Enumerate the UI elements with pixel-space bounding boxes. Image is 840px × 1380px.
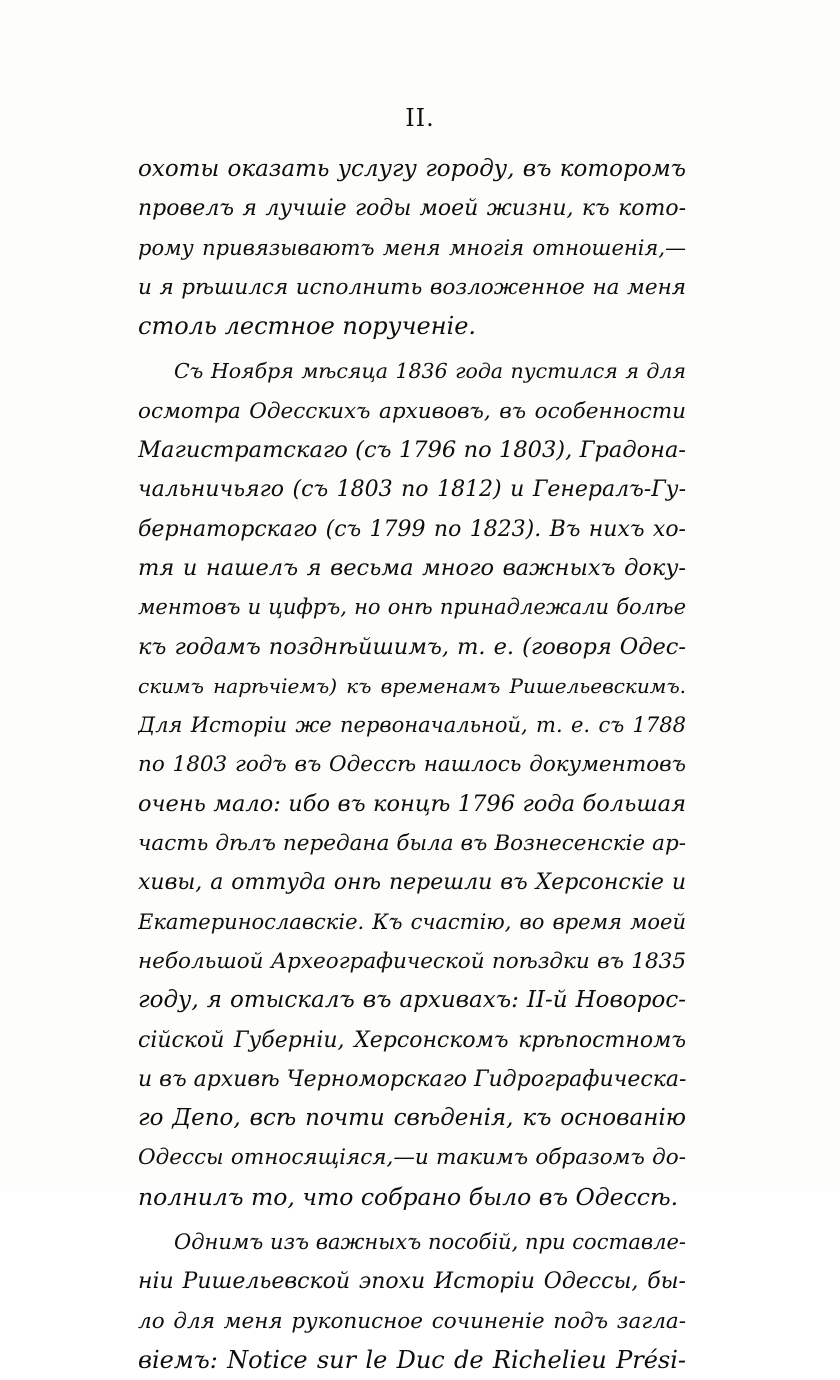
text-line: Одессы относящіяся,—и такимъ образомъ до- — [138, 1145, 686, 1171]
text-line: столь лестное порученіе. — [138, 312, 477, 341]
text-line: Для Исторіи же первоначальной, т. е. съ 1788 — [138, 713, 686, 738]
text-line: и въ архивѣ Черноморскаго Гидрографическа- — [138, 1066, 686, 1092]
text-line: Съ Ноября мѣсяца 1836 года пустился я для — [174, 359, 686, 384]
paragraph-1 — [138, 150, 686, 346]
text-line: рому привязываютъ меня многія отношенія,— — [138, 235, 686, 260]
text-line: по 1803 годъ въ Одессѣ нашлось документовъ — [138, 752, 686, 778]
text-line: хивы, а оттуда онѣ перешли въ Херсонскіе и — [138, 870, 686, 896]
text-line: очень мало: ибо въ концѣ 1796 года большая — [138, 790, 686, 817]
text-line: небольшой Археографической поѣздки въ 1835 — [138, 948, 686, 974]
text-line: и я рѣшился исполнить возложенное на меня — [138, 274, 686, 300]
text-line: ніи Ришельевской эпохи Исторіи Одессы, бы- — [138, 1269, 686, 1295]
text-line: охоты оказать услугу городу, въ которомъ — [138, 156, 686, 182]
text-line: году, я отыскалъ въ архивахъ: II-й Новорос- — [138, 987, 686, 1014]
text-line: осмотра Одесскихъ архивовъ, въ особенности — [138, 398, 686, 424]
text-line: го Депо, всѣ почти свѣденія, къ основанію — [138, 1105, 686, 1132]
body-text — [138, 150, 686, 1380]
text-line: полнилъ то, что собрано было въ Одессѣ. — [138, 1182, 679, 1211]
text-line: бернаторскаго (съ 1799 по 1823). Въ нихъ хо- — [138, 516, 686, 542]
text-line: часть дѣлъ передана была въ Вознесенскіе ар- — [138, 831, 686, 857]
paragraph-3 — [138, 1223, 686, 1380]
text-line: чальничьяго (съ 1803 по 1812) и Генералъ-Гу- — [138, 477, 686, 503]
text-line: віемъ: Notice sur le Duc de Richelieu Prési- — [138, 1345, 686, 1374]
text-line: Магистратскаго (съ 1796 по 1803), Градона- — [138, 437, 686, 464]
text-line: къ годамъ позднѣйшимъ, т. е. (говоря Одес- — [138, 633, 686, 660]
text-line: ло для меня рукописное сочиненіе подъ загла- — [138, 1308, 686, 1334]
text-line: Екатеринославскіе. Къ счастію, во время моей — [138, 909, 686, 934]
page-number: II. — [405, 104, 435, 132]
text-line: ментовъ и цифръ, но онѣ принадлежали болѣе — [138, 595, 686, 620]
text-line: скимъ нарѣчіемъ) къ временамъ Ришельевскимъ. — [138, 673, 686, 698]
text-line: провелъ я лучшіе годы моей жизни, къ кото- — [138, 196, 686, 222]
text-line: сійской Губерніи, Херсонскомъ крѣпостномъ — [138, 1027, 686, 1053]
text-line: Однимъ изъ важныхъ пособій, при составле- — [174, 1230, 686, 1255]
text-line: тя и нашелъ я весьма много важныхъ доку- — [138, 554, 686, 581]
paragraph-2 — [138, 352, 686, 1217]
